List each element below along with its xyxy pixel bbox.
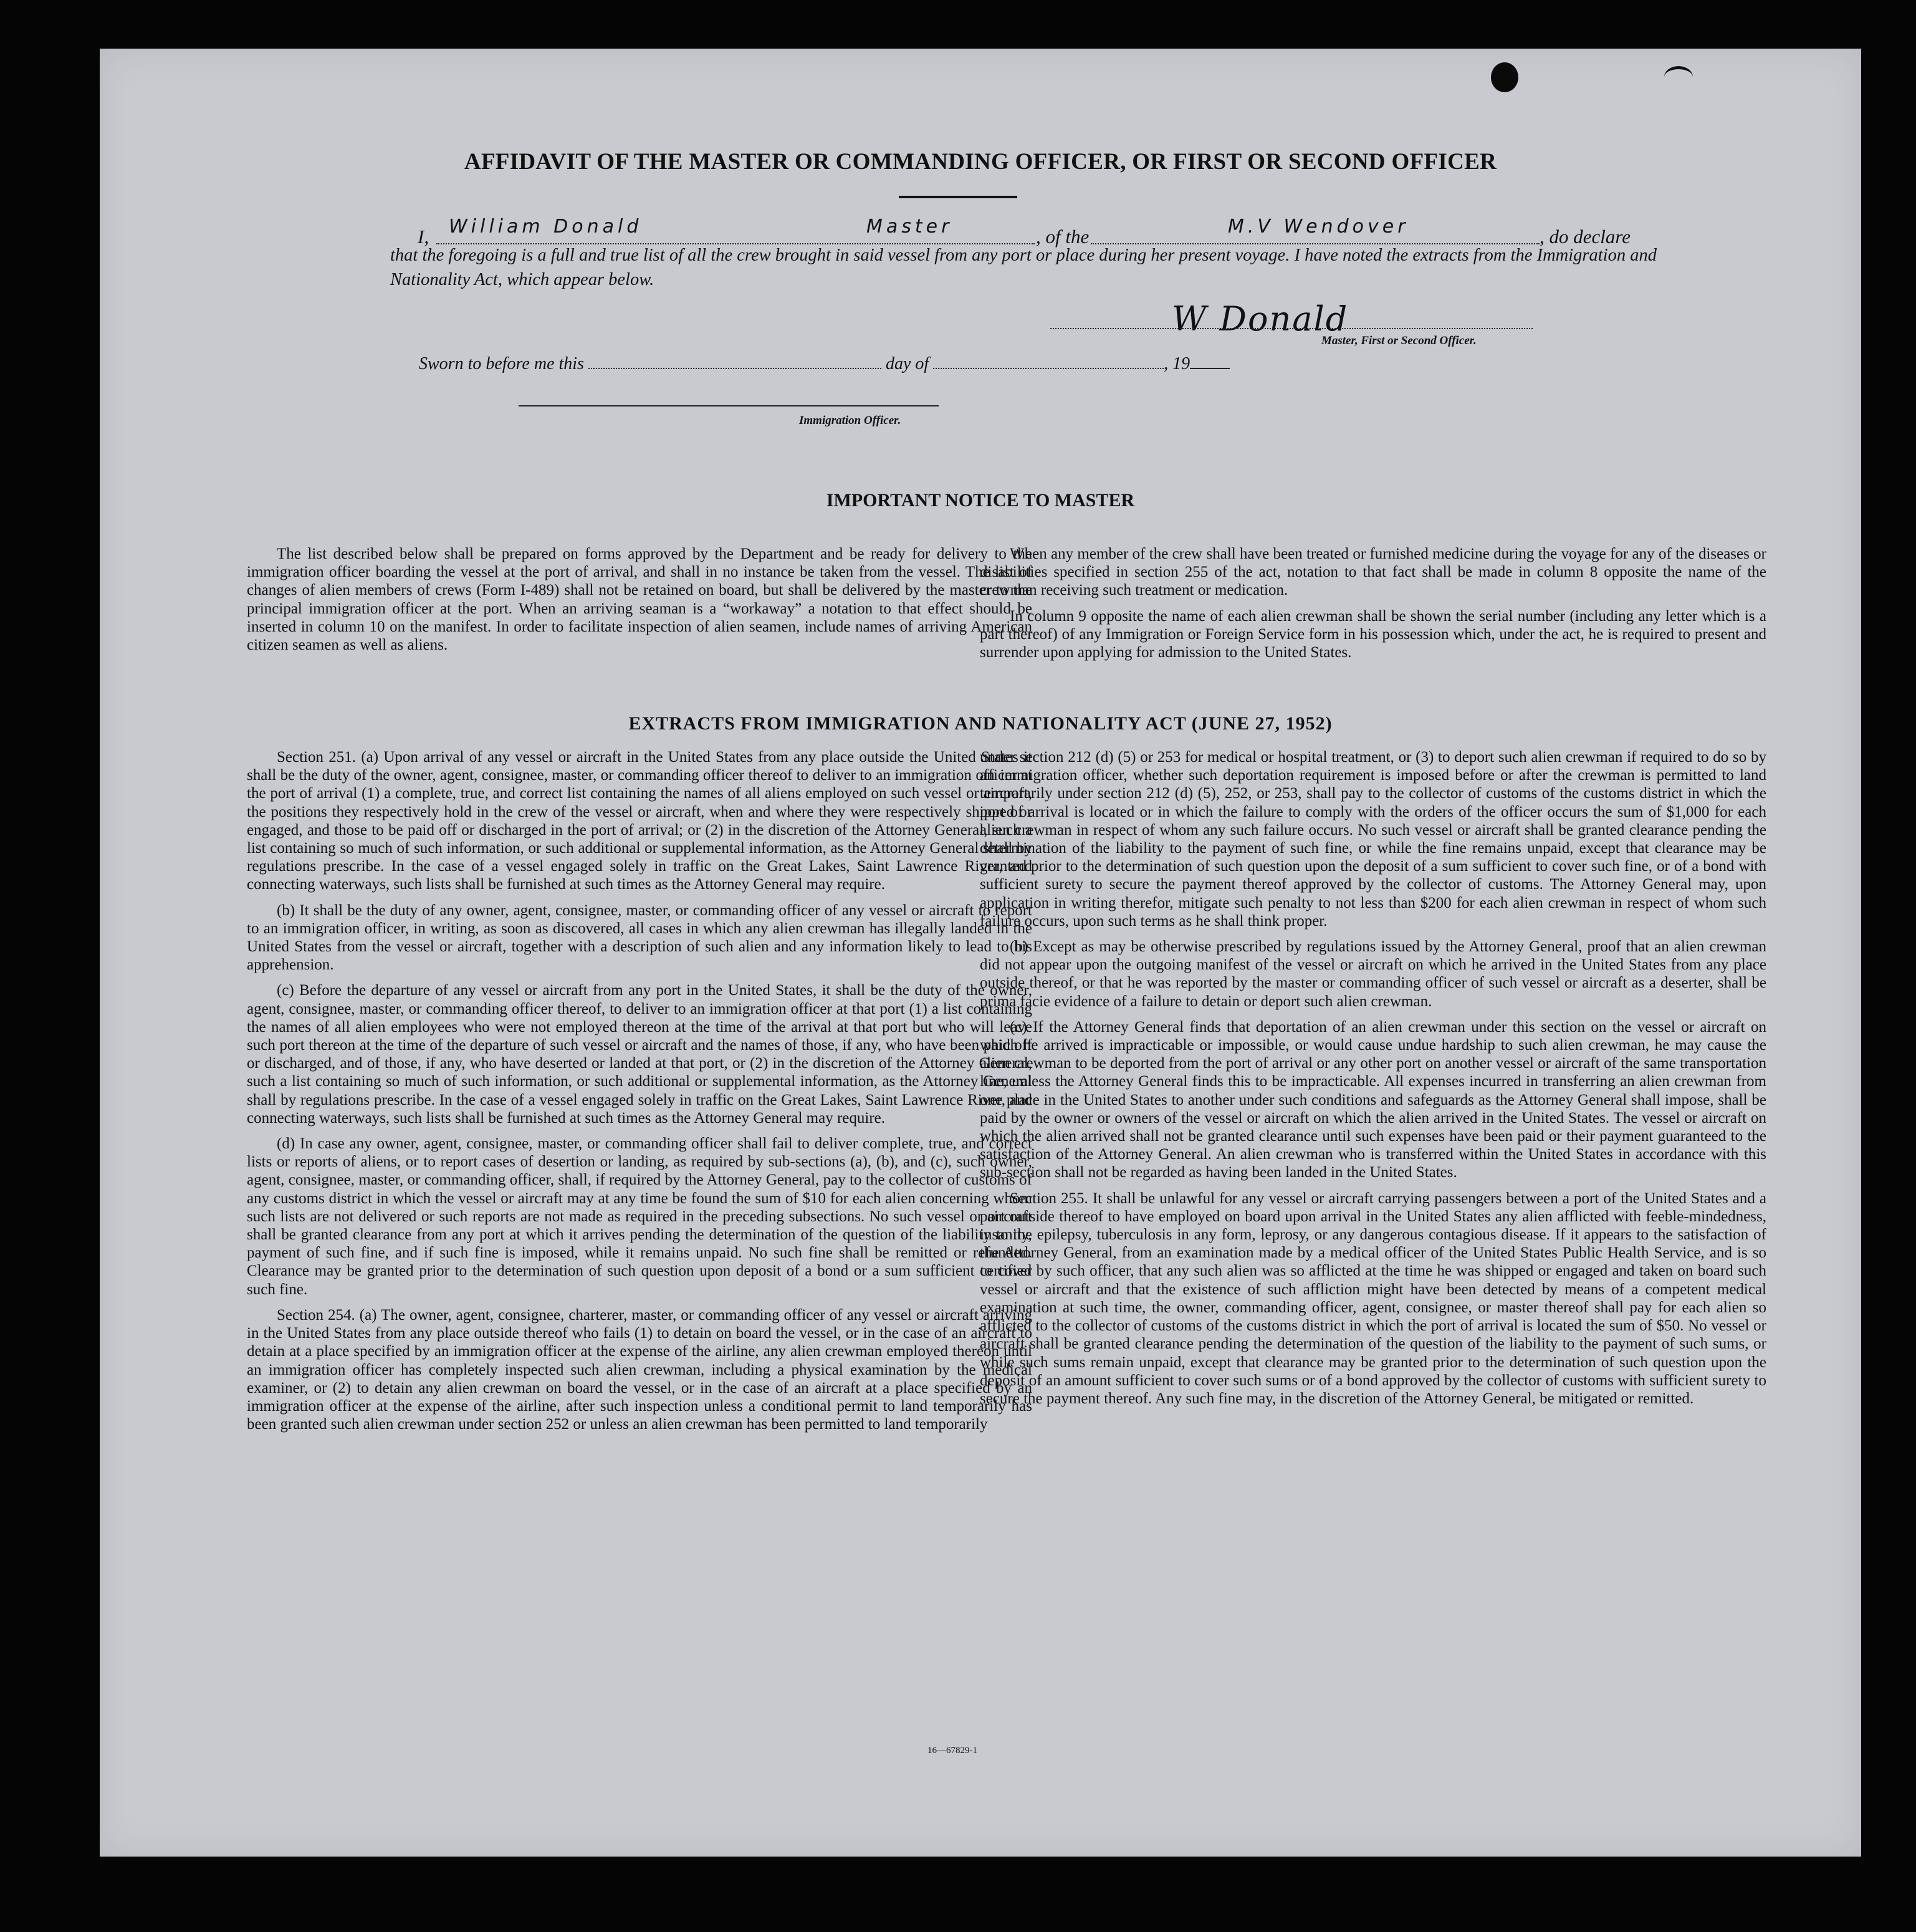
notice-paragraph: The list described below shall be prepared on forms approved by the Department and be ready for delivery to the immigration officer boarding the vessel at the port of arrival, and shall in no instance be taken from the vessel. The list of changes of alien members of crews (Form I-489) shall not be retained on board, but shall be delivered by the master to the principal immigration officer at the port. When an arriving seaman is a “workaway” a notation to that effect should be inserted in column 10 on the manifest. In order to facilitate inspection of alien seamen, include names of arriving American citizen seamen as well as aliens.: [247, 545, 1032, 654]
affidavit-title: AFFIDAVIT OF THE MASTER OR COMMANDING OFFICER, OR FIRST OR SECOND OFFICER: [464, 149, 1497, 175]
section-254-b: (b) Except as may be otherwise prescribed by regulations issued by the Attorney General, proof that an alien crewman did not appear upon the outgoing manifest of the vessel or aircraft on which he arrived in the United States from any place outside thereof, or that he was reported by the master or commanding officer of such vessel or aircraft as a deserter, shall be prima facie evidence of a failure to detain or deport such alien crewman.: [980, 938, 1766, 1010]
section-251-c: (c) Before the departure of any vessel or aircraft from any port in the United States, it shall be the duty of the owner, agent, consignee, master, or commanding officer thereof, to deliver to an immigration officer at that port (1) a list containing the names of all alien employees who were not employed thereon at the time of the arrival at that port but who will leave such port thereon at the time of the departure of such vessel or aircraft and the names of those, if any, who have been paid off or discharged, and of those, if any, who have deserted or landed at that port, or (2) in the discretion of the Attorney General, such a list containing so much of such information, or such additional or supplemental information, as the Attorney General shall by regulations prescribe. In the case of a vessel engaged solely in traffic on the Great Lakes, Saint Lawrence River, and connecting waterways, such lists shall be furnished at such times as the Attorney General may require.: [247, 982, 1032, 1127]
declaration-body: that the foregoing is a full and true list of all the crew brought in said vessel from any port or place during her present voyage. I have noted the extracts from the Immigration and Nationality Act, which appear below.: [390, 246, 1657, 289]
notice-left-column: [247, 545, 1032, 654]
sworn-month-fill: [933, 368, 1164, 369]
master-name-handwritten: William Donald: [449, 216, 643, 238]
extracts-left-column: [247, 748, 1032, 1433]
signature-caption: Master, First or Second Officer.: [1321, 334, 1477, 347]
section-251-d: (d) In case any owner, agent, consignee, master, or commanding officer shall fail to deliver complete, true, and correct lists or reports of aliens, or to report cases of desertion or landing, as required by sub-sections (a), (b), and (c), such owner, agent, consignee, master, or commanding officer, shall, if required by the Attorney General, pay to the collector of customs of any customs district in which the vessel or aircraft may at any time be found the sum of $10 for each alien concerning whom such lists are not delivered or such reports are not made as required in the preceding subsections. No such vessel or aircraft shall be granted clearance from any port at which it arrives pending the determination of the question of the liability to the payment of such fine, and if such fine is imposed, while it remains unpaid. No such fine shall be remitted or refunded. Clearance may be granted prior to the determination of such question upon deposit of a bond or a sum sufficient to cover such fine.: [247, 1135, 1032, 1298]
year-prefix: , 19: [1164, 354, 1190, 373]
do-declare-label: , do declare: [1540, 226, 1631, 248]
sworn-prefix: Sworn to before me this: [419, 354, 584, 373]
extracts-title: EXTRACTS FROM IMMIGRATION AND NATIONALITY ACT (JUNE 27, 1952): [628, 713, 1333, 734]
notice-paragraph: In column 9 opposite the name of each alien crewman shall be shown the serial number (including any letter which is a part thereof) of any Immigration or Foreign Service form in his possession which, under the act, he is required to present and surrender upon applying for admission to the United States.: [980, 607, 1766, 661]
sworn-line: [419, 354, 1230, 374]
master-signature: W Donald: [1172, 299, 1349, 339]
notice-paragraph: When any member of the crew shall have been treated or furnished medicine during the voyage for any of the diseases or disabilities specified in section 255 of the act, notation to that fact shall be made in column 8 opposite the name of the crewman receiving such treatment or medication.: [980, 545, 1766, 599]
punch-hole-mark: [1664, 66, 1693, 88]
extracts-right-column: [980, 748, 1766, 1408]
declaration-prefix: I,: [418, 226, 429, 248]
sworn-date-fill: [588, 368, 881, 369]
notice-title: IMPORTANT NOTICE TO MASTER: [826, 490, 1135, 511]
form-number: 16—67829-1: [927, 1746, 977, 1756]
day-of-label: day of: [885, 354, 929, 373]
section-251-a: Section 251. (a) Upon arrival of any vessel or aircraft in the United States from any place outside the United States it shall be the duty of the owner, agent, consignee, master, or commanding officer thereof to deliver to an immigration officer at the port of arrival (1) a complete, true, and correct list containing the names of all aliens employed on such vessel or aircraft, the positions they respectively hold in the crew of the vessel or aircraft, when and where they were respectively shipped or engaged, and those to be paid off or discharged in the port of arrival; or (2) in the discretion of the Attorney General, such a list containing so much of such information, or such additional or supplemental information, as the Attorney General shall by regulations prescribe. In the case of a vessel engaged solely in traffic on the Great Lakes, Saint Lawrence River, and connecting waterways, such lists shall be furnished at such times as the Attorney General may require.: [247, 749, 1032, 893]
section-255: Section 255. It shall be unlawful for any vessel or aircraft carrying passengers between a port of the United States and a port outside thereof to have employed on board upon arrival in the United States any alien afflicted with feeble-mindedness, insanity, epilepsy, tuberculosis in any form, leprosy, or any dangerous contagious disease. If it appears to the satisfaction of the Attorney General, from an examination made by a medical officer of the United States Public Health Service, and is so certified by such officer, that any such alien was so afflicted at the time he was shipped or engaged and taken on board such vessel or aircraft and that the existence of such affliction might have been detected by means of a competent medical examination at such time, the owner, commanding officer, agent, consignee, or master thereof shall pay for each alien so afflicted to the collector of customs of the customs district in which the port of arrival is located the sum of $50. No vessel or aircraft shall be granted clearance pending the determination of the question of the liability to the payment of such sums, or while such sums remain unpaid, except that clearance may be granted prior to the determination of such question upon the deposit of an amount sufficient to cover such sums or of a bond approved by the collector of customs with sufficient surety to secure the payment thereof. Any such fine may, in the discretion of the Attorney General, be mitigated or remitted.: [980, 1189, 1766, 1407]
section-254-a: Section 254. (a) The owner, agent, consignee, charterer, master, or commanding officer of any vessel or aircraft arriving in the United States from any place outside thereof who fails (1) to detain on board the vessel, or in the case of an aircraft to detain at a place specified by an immigration officer at the expense of the airline, any alien crewman employed thereon until an immigration officer has completely inspected such alien crewman, including a physical examination by the medical examiner, or (2) to detain any alien crewman on board the vessel, or in the case of an aircraft at a place specified by an immigration officer at the expense of the airline, after such inspection unless a conditional permit to land temporarily has been granted such alien crewman under section 252 or unless an alien crewman has been permitted to land temporarily: [247, 1306, 1032, 1433]
section-254-c: (c) If the Attorney General finds that deportation of an alien crewman under this section on the vessel or aircraft on which he arrived is impracticable or impossible, or would cause undue hardship to such alien crewman, he may cause the alien crewman to be deported from the port of arrival or any other port on another vessel or aircraft of the same transportation line, unless the Attorney General finds this to be impracticable. All expenses incurred in transferring an alien crewman from one place in the United States to another under such conditions and safeguards as the Attorney General shall impose, shall be paid by the owner or owners of the vessel or aircraft on which the alien arrived in the United States. The vessel or aircraft on which the alien arrived shall not be granted clearance until such expenses have been paid or their payment guaranteed to the satisfaction of the Attorney General. An alien crewman who is transferred within the United States in accordance with this sub-section shall not be regarded as having been landed in the United States.: [980, 1018, 1766, 1181]
section-251-b: (b) It shall be the duty of any owner, agent, consignee, master, or commanding officer of any vessel or aircraft to report to an immigration officer, in writing, as soon as discovered, all cases in which any alien crewman has illegally landed in the United States from the vessel or aircraft, together with a description of such alien and any information likely to lead to his apprehension.: [247, 901, 1032, 974]
title-divider: [899, 196, 1017, 198]
immigration-officer-signature-line: [519, 405, 939, 406]
signature-line: [1050, 328, 1533, 329]
of-the-label: , of the: [1036, 226, 1090, 248]
sworn-year-fill: [1190, 368, 1230, 369]
master-rank-handwritten: Master: [866, 216, 953, 238]
vessel-name-handwritten: M.V Wendover: [1228, 216, 1409, 238]
affidavit-page: [100, 49, 1861, 1857]
punch-hole-mark: [1491, 62, 1518, 92]
section-254-a-continued: under section 212 (d) (5) or 253 for medical or hospital treatment, or (3) to deport such alien crewman if required to do so by an immigration officer, whether such deportation requirement is imposed before or after the crewman is permitted to land temporarily under section 212 (d) (5), 252, or 253, shall pay to the collector of customs of the customs district in which the port of arrival is located or in which the failure to comply with the orders of the officer occurs the sum of $1,000 for each alien crewman in respect of whom any such failure occurs. No such vessel or aircraft shall be granted clearance pending the determination of the liability to the payment of such fine, or while the fine remains unpaid, except that clearance may be granted prior to the determination of such question upon the deposit of a sum sufficient to cover such fine, or of a bond with sufficient surety to secure the payment thereof approved by the collector of customs. The Attorney General may, upon application in writing therefor, mitigate such penalty to not less than $200 for each alien crewman in respect of whom such failure occurs, upon such terms as he shall think proper.: [980, 749, 1766, 930]
notice-right-column: [980, 545, 1766, 661]
immigration-officer-caption: Immigration Officer.: [799, 414, 901, 427]
